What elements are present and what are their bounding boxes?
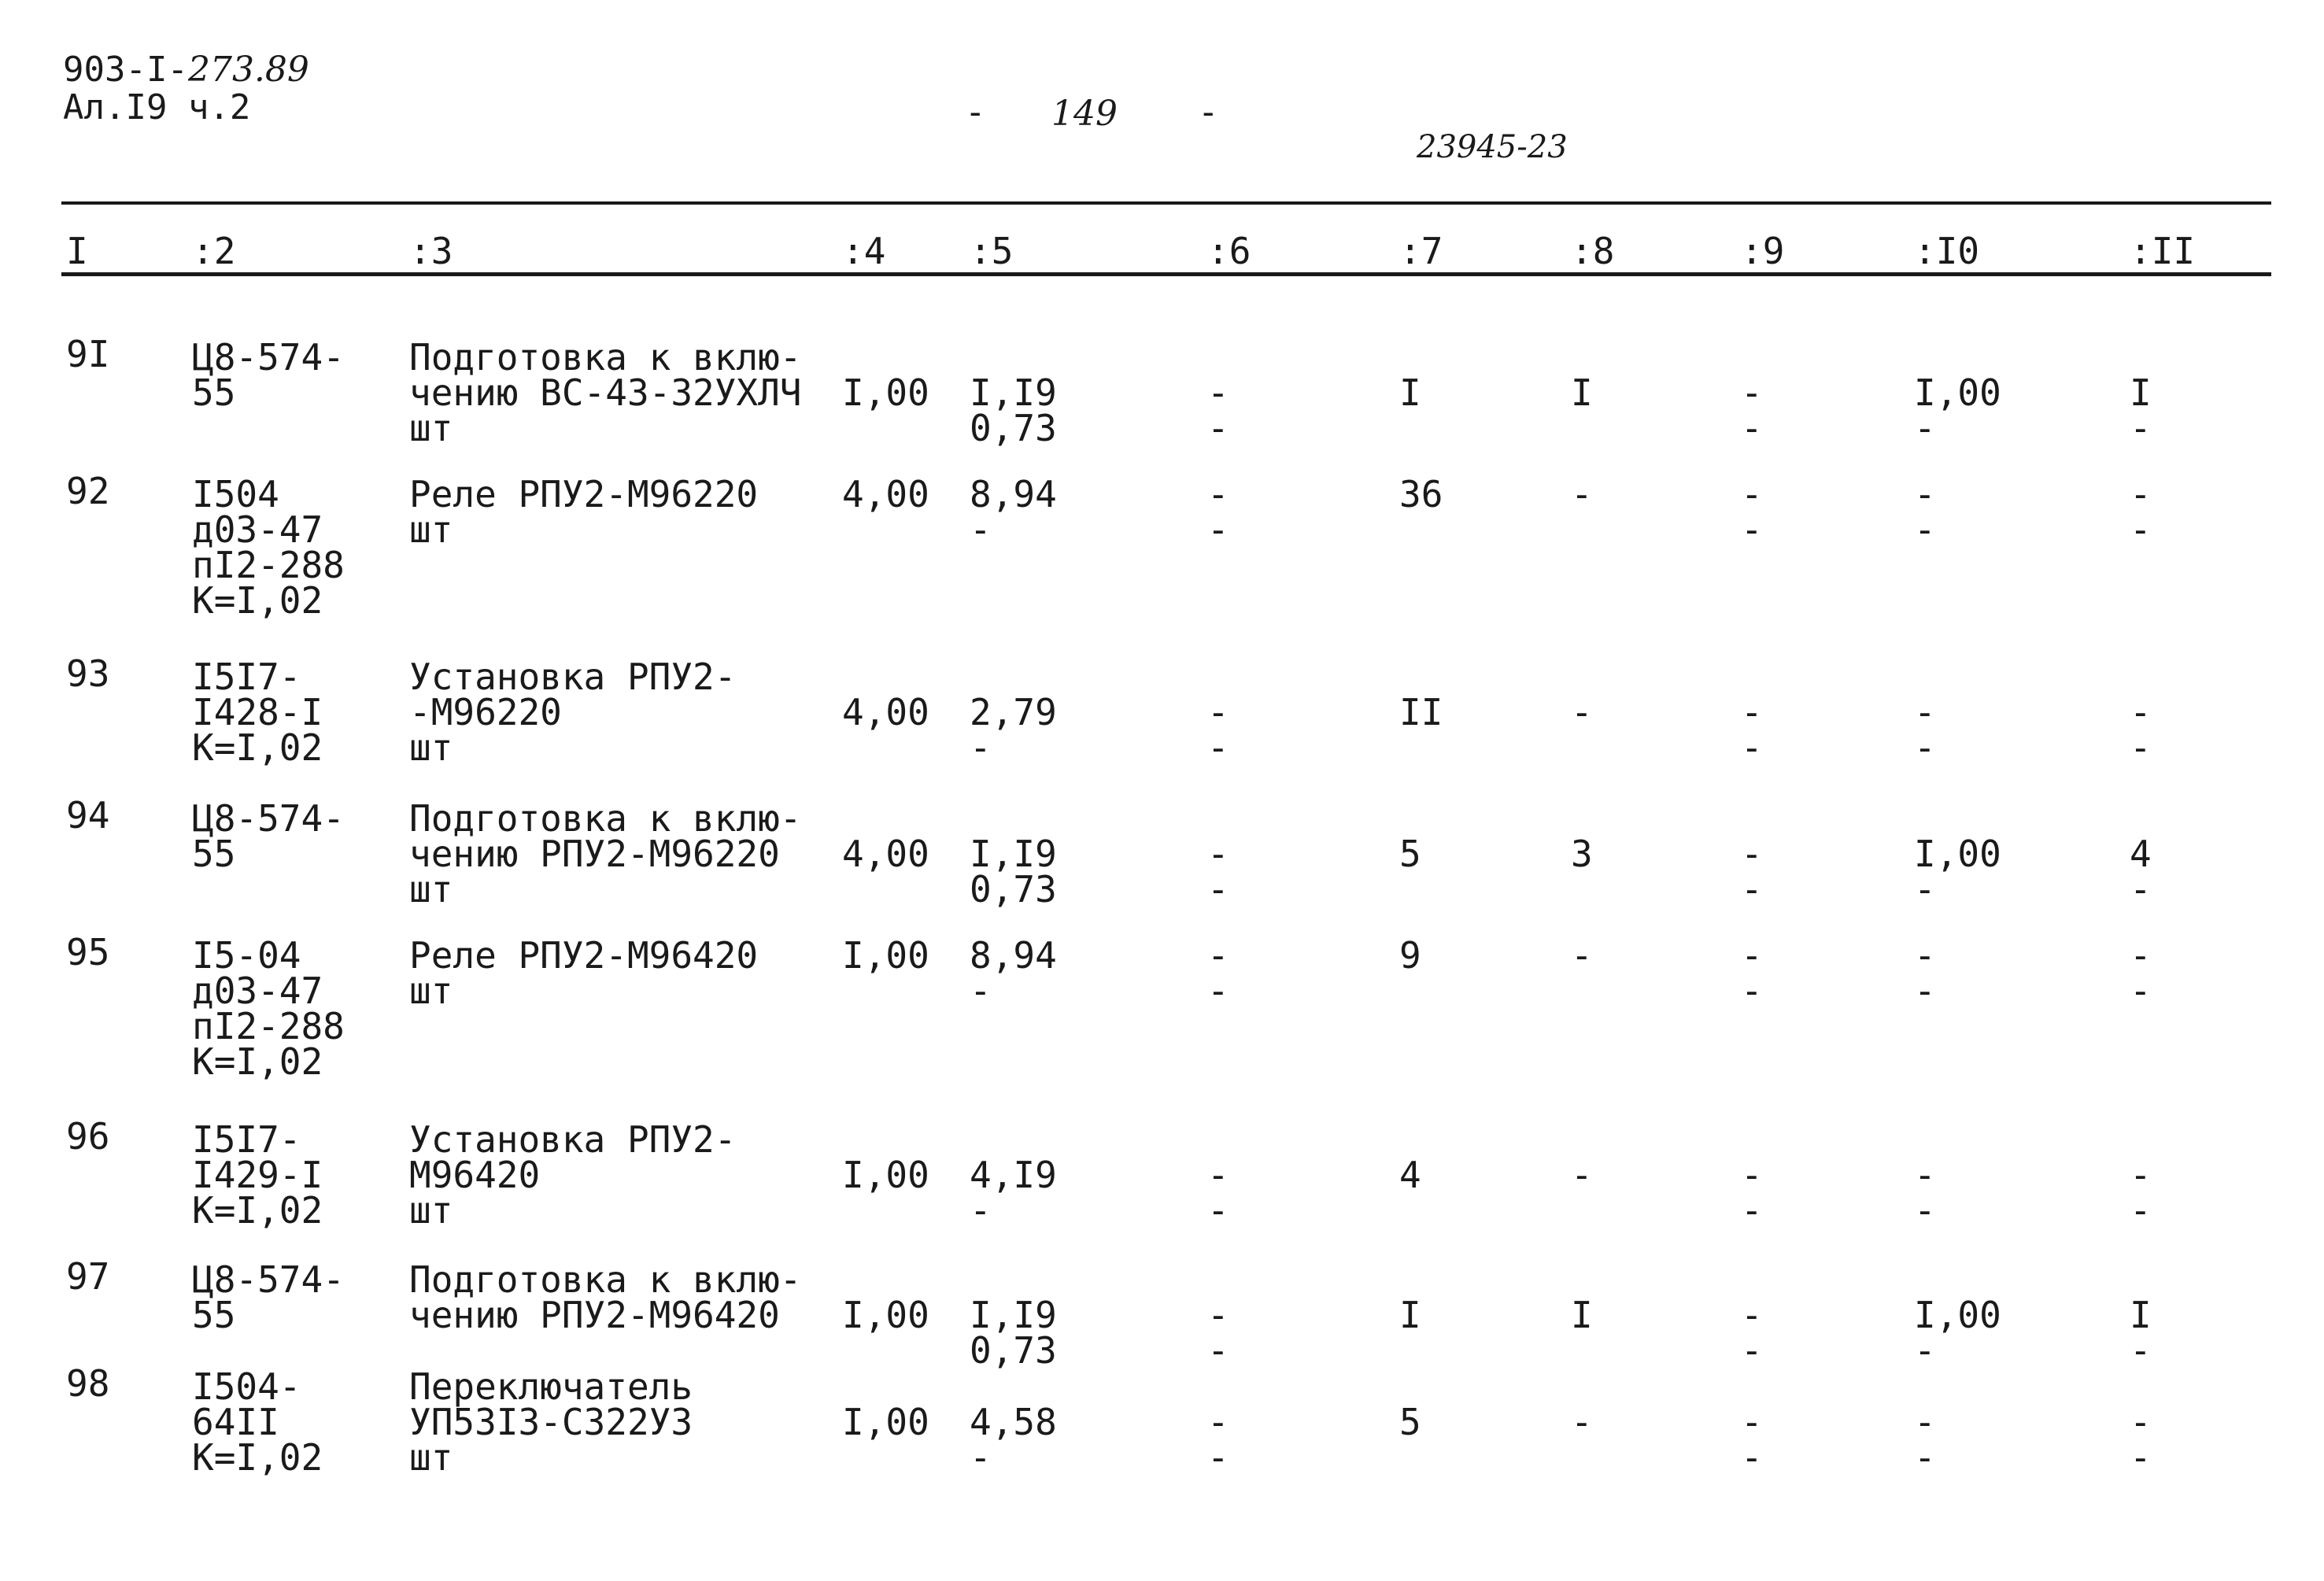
cell-c9 bbox=[1741, 473, 1763, 551]
cell-desc-line: шт bbox=[409, 407, 453, 449]
cell-c11-line: - bbox=[2130, 1436, 2152, 1479]
cell-c4: I,00 bbox=[842, 934, 929, 977]
cell-desc-line: Подготовка к вклю- bbox=[409, 1258, 802, 1301]
cell-c6-line: - bbox=[1207, 1329, 1229, 1372]
cell-c9-line: - bbox=[1741, 1189, 1763, 1232]
cell-c6 bbox=[1207, 1294, 1229, 1372]
column-header-1: I bbox=[66, 230, 88, 272]
cell-c6 bbox=[1207, 934, 1229, 1012]
cell-c7: I bbox=[1399, 1294, 1421, 1336]
document-code bbox=[63, 52, 309, 88]
cell-code-line: I504- bbox=[192, 1365, 301, 1408]
cell-c6 bbox=[1207, 1401, 1229, 1479]
cell-c10-line: I,00 bbox=[1914, 833, 2001, 875]
cell-c6-line: - bbox=[1207, 407, 1229, 449]
cell-desc-line: Подготовка к вклю- bbox=[409, 336, 802, 379]
cell-c5-line: 4,58 bbox=[970, 1401, 1057, 1443]
cell-c9-line: - bbox=[1741, 1436, 1763, 1479]
document-code-prefix: 903-I- bbox=[63, 50, 188, 90]
header-rule bbox=[61, 272, 2271, 276]
cell-c8: - bbox=[1571, 691, 1593, 733]
column-header-11: :II bbox=[2130, 230, 2196, 272]
cell-code-line: I5I7- bbox=[192, 1118, 301, 1161]
cell-c10-line: - bbox=[1914, 868, 1936, 911]
cell-c11-line: I bbox=[2130, 1294, 2152, 1336]
cell-c11 bbox=[2130, 1294, 2152, 1372]
cell-c10-line: I,00 bbox=[1914, 1294, 2001, 1336]
cell-c7: 36 bbox=[1399, 473, 1443, 515]
cell-num: 94 bbox=[66, 794, 110, 837]
cell-c5 bbox=[970, 371, 1057, 449]
cell-desc bbox=[409, 797, 802, 911]
cell-c10-line: - bbox=[1914, 508, 1936, 551]
album-label: Ал.I9 ч.2 bbox=[63, 87, 251, 127]
cell-num: 96 bbox=[66, 1115, 110, 1158]
cell-c11-line: 4 bbox=[2130, 833, 2152, 875]
cell-c7: 5 bbox=[1399, 833, 1421, 875]
cell-c6-line: - bbox=[1207, 1401, 1229, 1443]
cell-c11 bbox=[2130, 473, 2152, 551]
cell-c11-line: - bbox=[2130, 970, 2152, 1012]
cell-c10-line: - bbox=[1914, 473, 1936, 515]
cell-c9 bbox=[1741, 371, 1763, 449]
cell-code-line: К=I,02 bbox=[192, 1436, 323, 1479]
cell-c11-line: - bbox=[2130, 1154, 2152, 1196]
cell-c5-line: I,I9 bbox=[970, 371, 1057, 414]
cell-desc-line: шт bbox=[409, 970, 453, 1012]
cell-c5-line: I,I9 bbox=[970, 1294, 1057, 1336]
cell-c11-line: - bbox=[2130, 473, 2152, 515]
cell-c9 bbox=[1741, 1294, 1763, 1372]
cell-c11-line: I bbox=[2130, 371, 2152, 414]
cell-desc-line: шт bbox=[409, 1189, 453, 1232]
cell-c9-line: - bbox=[1741, 473, 1763, 515]
cell-c9-line: - bbox=[1741, 691, 1763, 733]
cell-c6 bbox=[1207, 1154, 1229, 1232]
cell-c9-line: - bbox=[1741, 970, 1763, 1012]
cell-code-line: I5I7- bbox=[192, 656, 301, 698]
cell-c9 bbox=[1741, 691, 1763, 769]
column-header-5: :5 bbox=[970, 230, 1014, 272]
cell-desc-line: Установка РПУ2- bbox=[409, 1118, 737, 1161]
cell-c5 bbox=[970, 1294, 1057, 1372]
cell-c7: 5 bbox=[1399, 1401, 1421, 1443]
cell-c6-line: - bbox=[1207, 726, 1229, 769]
cell-desc-line: УП53I3-С322У3 bbox=[409, 1401, 693, 1443]
cell-desc-line: М96420 bbox=[409, 1154, 541, 1196]
cell-num: 98 bbox=[66, 1362, 110, 1405]
cell-c9-line: - bbox=[1741, 868, 1763, 911]
cell-c10-line: - bbox=[1914, 407, 1936, 449]
cell-c4: 4,00 bbox=[842, 691, 929, 733]
cell-desc-line: Установка РПУ2- bbox=[409, 656, 737, 698]
cell-c6-line: - bbox=[1207, 934, 1229, 977]
cell-c10 bbox=[1914, 371, 2001, 449]
cell-c6-line: - bbox=[1207, 371, 1229, 414]
column-header-7: :7 bbox=[1399, 230, 1443, 272]
cell-c5-line: - bbox=[970, 1189, 992, 1232]
column-header-3: :3 bbox=[409, 230, 453, 272]
cell-num: 93 bbox=[66, 652, 110, 695]
cell-c6-line: - bbox=[1207, 970, 1229, 1012]
page-number: 149 bbox=[1051, 94, 1118, 134]
cell-desc-line: Реле РПУ2-М96420 bbox=[409, 934, 759, 977]
cell-c6-line: - bbox=[1207, 508, 1229, 551]
cell-c7: II bbox=[1399, 691, 1443, 733]
inventory-stamp: 23945-23 bbox=[1417, 129, 1568, 165]
cell-code-line: пI2-288 bbox=[192, 1005, 345, 1047]
cell-c10-line: - bbox=[1914, 1189, 1936, 1232]
cell-c5 bbox=[970, 1401, 1057, 1479]
cell-c5-line: 0,73 bbox=[970, 868, 1057, 911]
cell-c10-line: - bbox=[1914, 1154, 1936, 1196]
cell-c6-line: - bbox=[1207, 1436, 1229, 1479]
cell-code bbox=[192, 797, 345, 875]
column-header-6: :6 bbox=[1207, 230, 1251, 272]
cell-desc bbox=[409, 336, 802, 449]
cell-desc-line: шт bbox=[409, 726, 453, 769]
top-rule bbox=[61, 201, 2271, 205]
cell-code-line: 55 bbox=[192, 833, 236, 875]
cell-c8: I bbox=[1571, 371, 1593, 414]
cell-c6-line: - bbox=[1207, 833, 1229, 875]
cell-c10 bbox=[1914, 473, 1936, 551]
cell-c6-line: - bbox=[1207, 691, 1229, 733]
cell-c5-line: 2,79 bbox=[970, 691, 1057, 733]
cell-c6-line: - bbox=[1207, 1189, 1229, 1232]
cell-c6 bbox=[1207, 371, 1229, 449]
cell-desc bbox=[409, 1365, 693, 1479]
column-header-8: :8 bbox=[1571, 230, 1615, 272]
cell-c10-line: - bbox=[1914, 726, 1936, 769]
cell-c8: I bbox=[1571, 1294, 1593, 1336]
cell-c4: I,00 bbox=[842, 1401, 929, 1443]
cell-desc-line: Подготовка к вклю- bbox=[409, 797, 802, 840]
cell-c9-line: - bbox=[1741, 1329, 1763, 1372]
cell-c5 bbox=[970, 691, 1057, 769]
cell-c5 bbox=[970, 934, 1057, 1012]
cell-c9-line: - bbox=[1741, 508, 1763, 551]
cell-c11 bbox=[2130, 1401, 2152, 1479]
cell-desc bbox=[409, 656, 737, 769]
page-dash-left: - bbox=[965, 92, 986, 132]
cell-c7: 4 bbox=[1399, 1154, 1421, 1196]
cell-c11-line: - bbox=[2130, 1329, 2152, 1372]
cell-code bbox=[192, 934, 345, 1083]
cell-code-line: Ц8-574- bbox=[192, 797, 345, 840]
cell-c5-line: 8,94 bbox=[970, 473, 1057, 515]
cell-c9-line: - bbox=[1741, 371, 1763, 414]
cell-desc-line: -М96220 bbox=[409, 691, 562, 733]
cell-c6-line: - bbox=[1207, 868, 1229, 911]
cell-code-line: 55 bbox=[192, 1294, 236, 1336]
cell-c8: - bbox=[1571, 473, 1593, 515]
cell-code bbox=[192, 1118, 323, 1232]
cell-c9-line: - bbox=[1741, 1154, 1763, 1196]
cell-desc-line: шт bbox=[409, 1436, 453, 1479]
cell-c6-line: - bbox=[1207, 473, 1229, 515]
cell-c9 bbox=[1741, 833, 1763, 911]
cell-code-line: 64II bbox=[192, 1401, 279, 1443]
cell-desc-line: чению ВС-43-32УХЛЧ bbox=[409, 371, 802, 414]
document-code-handwritten: 273.89 bbox=[187, 50, 309, 90]
cell-c5-line: I,I9 bbox=[970, 833, 1057, 875]
cell-c5-line: - bbox=[970, 970, 992, 1012]
cell-c7: I bbox=[1399, 371, 1421, 414]
cell-c9 bbox=[1741, 1401, 1763, 1479]
cell-c9-line: - bbox=[1741, 1401, 1763, 1443]
cell-c10 bbox=[1914, 934, 1936, 1012]
cell-desc bbox=[409, 1118, 737, 1232]
cell-c9 bbox=[1741, 934, 1763, 1012]
page-dash-right: - bbox=[1198, 92, 1219, 132]
cell-desc-line: Реле РПУ2-М96220 bbox=[409, 473, 759, 515]
cell-c10-line: - bbox=[1914, 691, 1936, 733]
cell-code-line: Ц8-574- bbox=[192, 336, 345, 379]
cell-c10-line: - bbox=[1914, 934, 1936, 977]
cell-code-line: К=I,02 bbox=[192, 1040, 323, 1083]
cell-code-line: д03-47 bbox=[192, 508, 323, 551]
column-header-9: :9 bbox=[1741, 230, 1785, 272]
cell-code-line: д03-47 bbox=[192, 970, 323, 1012]
cell-desc-line: шт bbox=[409, 508, 453, 551]
cell-c10-line: - bbox=[1914, 1329, 1936, 1372]
cell-c9-line: - bbox=[1741, 407, 1763, 449]
cell-code-line: пI2-288 bbox=[192, 544, 345, 586]
cell-c4: I,00 bbox=[842, 1294, 929, 1336]
cell-c5 bbox=[970, 833, 1057, 911]
cell-c11 bbox=[2130, 833, 2152, 911]
cell-c11-line: - bbox=[2130, 934, 2152, 977]
cell-code-line: К=I,02 bbox=[192, 726, 323, 769]
cell-c10-line: - bbox=[1914, 970, 1936, 1012]
cell-c10 bbox=[1914, 833, 2001, 911]
cell-c8: - bbox=[1571, 1154, 1593, 1196]
cell-code-line: К=I,02 bbox=[192, 579, 323, 622]
cell-c11 bbox=[2130, 934, 2152, 1012]
cell-c9-line: - bbox=[1741, 934, 1763, 977]
cell-code bbox=[192, 1258, 345, 1336]
cell-code-line: Ц8-574- bbox=[192, 1258, 345, 1301]
cell-num: 9I bbox=[66, 333, 110, 375]
cell-num: 97 bbox=[66, 1255, 110, 1298]
cell-c8: - bbox=[1571, 934, 1593, 977]
cell-c5-line: - bbox=[970, 726, 992, 769]
cell-c9-line: - bbox=[1741, 833, 1763, 875]
cell-c5 bbox=[970, 1154, 1057, 1232]
cell-c5-line: 0,73 bbox=[970, 1329, 1057, 1372]
cell-c11-line: - bbox=[2130, 726, 2152, 769]
cell-code-line: К=I,02 bbox=[192, 1189, 323, 1232]
cell-c10-line: - bbox=[1914, 1436, 1936, 1479]
column-header-10: :I0 bbox=[1914, 230, 1980, 272]
cell-c11-line: - bbox=[2130, 1401, 2152, 1443]
cell-code bbox=[192, 336, 345, 414]
cell-desc-line: Переключатель bbox=[409, 1365, 693, 1408]
cell-c11-line: - bbox=[2130, 508, 2152, 551]
cell-code bbox=[192, 1365, 323, 1479]
cell-c7: 9 bbox=[1399, 934, 1421, 977]
cell-c10 bbox=[1914, 1294, 2001, 1372]
cell-c11-line: - bbox=[2130, 407, 2152, 449]
cell-c10-line: I,00 bbox=[1914, 371, 2001, 414]
column-header-4: :4 bbox=[842, 230, 886, 272]
cell-c11-line: - bbox=[2130, 1189, 2152, 1232]
cell-code-line: I5-04 bbox=[192, 934, 301, 977]
cell-c4: I,00 bbox=[842, 371, 929, 414]
cell-code bbox=[192, 473, 345, 622]
cell-c4: 4,00 bbox=[842, 833, 929, 875]
cell-c11 bbox=[2130, 1154, 2152, 1232]
cell-num: 95 bbox=[66, 931, 110, 973]
cell-desc-line: шт bbox=[409, 868, 453, 911]
cell-c6 bbox=[1207, 833, 1229, 911]
cell-c6-line: - bbox=[1207, 1154, 1229, 1196]
cell-code-line: I429-I bbox=[192, 1154, 323, 1196]
cell-c10 bbox=[1914, 691, 1936, 769]
cell-c5-line: 8,94 bbox=[970, 934, 1057, 977]
cell-c6-line: - bbox=[1207, 1294, 1229, 1336]
cell-code-line: I428-I bbox=[192, 691, 323, 733]
cell-c10 bbox=[1914, 1401, 1936, 1479]
cell-c11 bbox=[2130, 371, 2152, 449]
cell-c5-line: 4,I9 bbox=[970, 1154, 1057, 1196]
cell-code-line: I504 bbox=[192, 473, 279, 515]
cell-desc-line: чению РПУ2-М96420 bbox=[409, 1294, 780, 1336]
cell-c11 bbox=[2130, 691, 2152, 769]
column-header-2: :2 bbox=[192, 230, 236, 272]
cell-c5-line: - bbox=[970, 1436, 992, 1479]
cell-desc bbox=[409, 934, 759, 1012]
cell-c5-line: 0,73 bbox=[970, 407, 1057, 449]
cell-desc bbox=[409, 473, 759, 551]
cell-c6 bbox=[1207, 691, 1229, 769]
cell-c10-line: - bbox=[1914, 1401, 1936, 1443]
cell-c11-line: - bbox=[2130, 868, 2152, 911]
cell-c10 bbox=[1914, 1154, 1936, 1232]
cell-c9-line: - bbox=[1741, 1294, 1763, 1336]
cell-num: 92 bbox=[66, 470, 110, 512]
cell-c5-line: - bbox=[970, 508, 992, 551]
cell-desc bbox=[409, 1258, 802, 1336]
cell-c9-line: - bbox=[1741, 726, 1763, 769]
cell-c4: 4,00 bbox=[842, 473, 929, 515]
cell-c5 bbox=[970, 473, 1057, 551]
cell-c4: I,00 bbox=[842, 1154, 929, 1196]
cell-desc-line: чению РПУ2-М96220 bbox=[409, 833, 780, 875]
cell-c8: - bbox=[1571, 1401, 1593, 1443]
cell-c11-line: - bbox=[2130, 691, 2152, 733]
cell-c9 bbox=[1741, 1154, 1763, 1232]
cell-c6 bbox=[1207, 473, 1229, 551]
cell-c8: 3 bbox=[1571, 833, 1593, 875]
cell-code bbox=[192, 656, 323, 769]
cell-code-line: 55 bbox=[192, 371, 236, 414]
